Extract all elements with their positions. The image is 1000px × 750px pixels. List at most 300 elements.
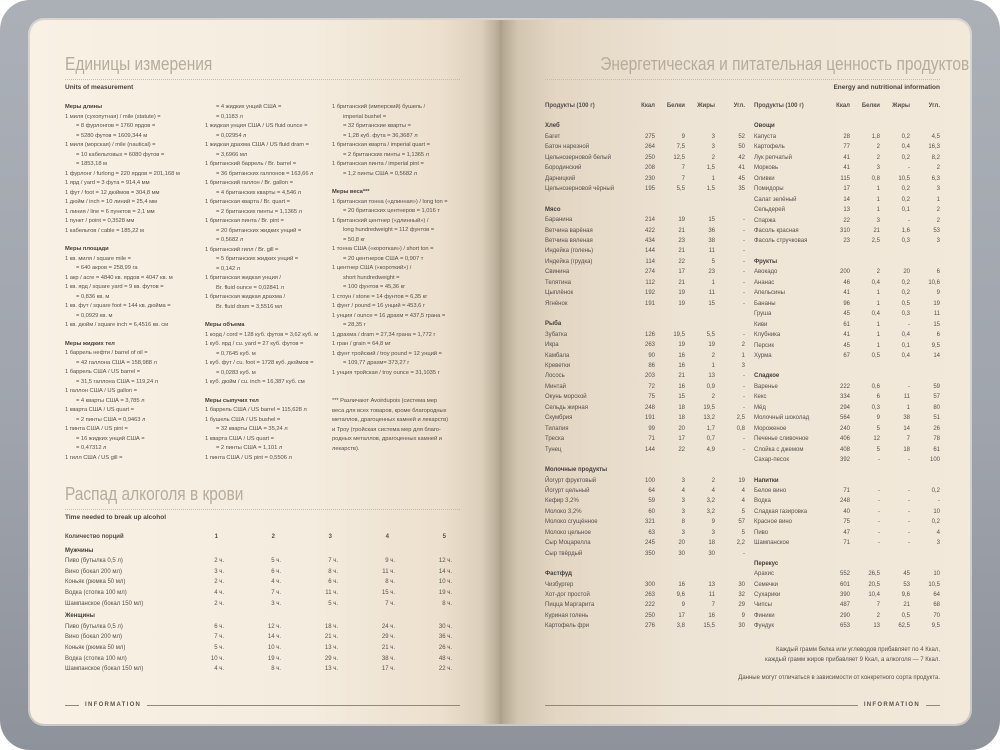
alcohol-value: 19 ч. <box>267 655 281 662</box>
alcohol-row <box>65 577 452 588</box>
food-value: 38 <box>903 415 910 422</box>
food-value: 4 <box>741 498 745 505</box>
food-value: 90 <box>648 352 655 359</box>
unit-line: = 0,836 кв. м <box>76 293 110 300</box>
alcohol-header-row <box>65 532 452 543</box>
food-value: 422 <box>644 227 655 234</box>
food-value: 8,2 <box>931 154 940 161</box>
food-value: - <box>743 446 745 453</box>
alcohol-value: 6 ч. <box>328 579 338 586</box>
unit-line: 1 куб. ярд / cu. yard = 27 куб. футов = <box>205 341 304 347</box>
unit-line: 1 пинта США / US pint = <box>65 426 128 432</box>
food-value: 434 <box>644 237 655 244</box>
food-value: 203 <box>644 373 655 380</box>
unit-line: 1 фунт / pound = 16 унций = 453,6 г <box>332 303 425 309</box>
food-name: Финики <box>754 612 775 619</box>
alcohol-header-cell: 4 <box>385 534 389 540</box>
unit-line: = 3,6966 мл <box>216 151 248 158</box>
food-row <box>754 403 940 413</box>
food-value: 29 <box>738 602 745 609</box>
food-row <box>545 549 745 559</box>
food-value: 2 <box>936 165 940 172</box>
unit-group-title: Меры объема <box>205 322 245 328</box>
food-value: - <box>908 457 910 464</box>
food-name: Бородинский <box>545 165 582 172</box>
food-value: 1 <box>876 290 880 297</box>
food-section-title: Напитки <box>754 477 779 484</box>
alcohol-row <box>65 664 452 675</box>
food-name: Сухарики <box>754 592 781 599</box>
unit-line: 1 фурлонг / furlong = 220 ярдов = 201,168 м <box>65 170 180 177</box>
food-value: 15 <box>678 394 685 401</box>
food-header-cell: Жиры <box>697 103 715 109</box>
food-name: Пицца Маргарита <box>545 602 595 609</box>
food-row <box>754 580 940 590</box>
food-value: 9 <box>711 519 715 526</box>
alcohol-value: 12 ч. <box>438 558 452 565</box>
page-left-footer <box>65 702 460 708</box>
footer-line-right <box>926 705 940 706</box>
food-name: Дарницкий <box>545 175 576 182</box>
food-value: 16 <box>678 362 685 369</box>
food-value: 75 <box>648 394 655 401</box>
unit-line: = 32 британские кварты = <box>343 123 411 129</box>
alcohol-value: 15 ч. <box>381 589 395 596</box>
food-name: Индейка (голень) <box>545 248 594 255</box>
food-value: 17 <box>843 186 850 193</box>
food-value: 19,5 <box>703 404 715 411</box>
food-value: 245 <box>644 540 655 547</box>
food-value: 11 <box>708 290 715 297</box>
alcohol-value: 13 ч. <box>324 666 338 673</box>
food-row <box>545 600 745 610</box>
unit-line: 1 британская кварта / Br. quart = <box>205 199 290 205</box>
page-right-footer <box>545 702 940 708</box>
unit-line: = 20 центнеров США = 0,907 т <box>343 255 424 262</box>
food-row <box>545 361 745 371</box>
food-value: - <box>743 279 745 286</box>
food-value: 3 <box>936 238 940 245</box>
food-value: 5 <box>741 508 745 515</box>
unit-group-title: Меры жидких тел <box>65 340 115 347</box>
food-value: - <box>878 540 880 547</box>
alcohol-value: 21 ч. <box>324 634 338 641</box>
food-value: 46 <box>843 279 850 286</box>
food-name: Ананас <box>754 279 775 286</box>
food-value: 2 <box>876 144 880 151</box>
food-value: 20 <box>678 540 685 547</box>
food-name: Кекс <box>754 394 767 401</box>
food-value: 15 <box>933 321 940 328</box>
food-value: 23 <box>708 269 715 276</box>
food-row <box>545 153 745 163</box>
food-row <box>754 517 940 527</box>
alcohol-value: 5 ч. <box>214 644 224 651</box>
food-value: 408 <box>839 446 850 453</box>
page-left-content <box>30 20 500 724</box>
food-name: Багет <box>545 133 561 140</box>
food-value: 112 <box>645 279 655 286</box>
alcohol-value: 14 ч. <box>267 634 281 641</box>
food-value: 19 <box>678 290 685 297</box>
food-value: 300 <box>644 581 655 588</box>
food-value: 1 <box>876 300 880 307</box>
food-name: Хот-дог простой <box>545 592 590 599</box>
unit-block <box>65 103 205 236</box>
food-value: 62,5 <box>898 623 910 630</box>
food-value: 7 <box>681 175 685 182</box>
unit-line: = 0,1183 л <box>216 113 243 120</box>
alcohol-row <box>65 556 452 567</box>
food-value: 59 <box>933 383 940 390</box>
food-name: Тилапия <box>545 425 569 432</box>
food-name: Окунь морской <box>545 394 587 401</box>
food-row <box>545 392 745 402</box>
food-value: 248 <box>839 498 850 505</box>
unit-line: = 0,47312 л <box>76 445 107 451</box>
food-row <box>545 288 745 298</box>
unit-block <box>65 245 205 331</box>
food-value: 2 <box>876 269 880 276</box>
page-left <box>30 20 500 724</box>
units-subtitle: Units of measurement <box>65 84 134 91</box>
unit-line: = 50,8 кг <box>343 236 366 243</box>
alcohol-value: 10 ч. <box>438 579 452 586</box>
unit-line: 1 гран / grain = 64,8 мг <box>332 341 391 347</box>
food-value: 0,2 <box>901 279 910 286</box>
food-value: 40 <box>843 508 850 515</box>
alcohol-value: 9 ч. <box>385 558 395 565</box>
food-value: 68 <box>933 602 940 609</box>
food-value: 86 <box>648 362 655 369</box>
food-value: 222 <box>839 383 850 390</box>
food-value: 10,5 <box>898 175 910 182</box>
food-value: 0,6 <box>871 383 880 390</box>
food-row <box>754 174 940 184</box>
alcohol-value: 4 ч. <box>214 589 224 596</box>
alcohol-value: 7 ч. <box>214 634 224 641</box>
food-row <box>545 351 745 361</box>
food-value: 0,5 <box>871 352 880 359</box>
food-row <box>754 330 940 340</box>
variance-note: Данные могут отличаться в зависимости от конкретного сорта продукта. <box>738 674 940 681</box>
food-value: 22 <box>843 217 850 224</box>
food-value: 12,5 <box>673 154 685 161</box>
food-value: 3 <box>681 498 685 505</box>
alcohol-value: 8 ч. <box>385 579 395 586</box>
food-value: 0,3 <box>871 404 880 411</box>
unit-line: 1 британская жидкая унция / <box>205 275 281 281</box>
food-value: 0,2 <box>901 290 910 297</box>
food-value: 321 <box>644 519 655 526</box>
food-value: 4 <box>741 487 745 494</box>
food-value: 2 <box>711 477 715 484</box>
alcohol-group-title: Женщины <box>65 613 95 620</box>
food-value: 16 <box>678 383 685 390</box>
food-value: - <box>878 529 880 536</box>
unit-line: веса для всех товаров, кроме благородных <box>332 407 447 414</box>
page-right-content <box>500 20 970 724</box>
food-value: 248 <box>644 404 655 411</box>
unit-line: = 8 фурлонгов = 1760 ярдов = <box>76 123 156 129</box>
food-value: 77 <box>843 144 850 151</box>
alcohol-value: 7 ч. <box>271 589 281 596</box>
food-name: Семечки <box>754 581 779 588</box>
alcohol-drink-label: Водка (стопка 100 мл) <box>65 589 127 596</box>
food-value: - <box>878 498 880 505</box>
food-value: 4,5 <box>931 133 940 140</box>
food-value: 26,5 <box>868 571 880 578</box>
food-value: 1 <box>876 321 880 328</box>
food-row <box>545 246 745 256</box>
alcohol-value: 4 ч. <box>214 666 224 673</box>
food-value: 14 <box>903 425 910 432</box>
food-value: 487 <box>839 602 850 609</box>
food-value: 5 <box>741 529 745 536</box>
food-section-title: Фрукты <box>754 258 778 265</box>
unit-line: 1 линия / line = 6 пунктов = 2,1 мм <box>65 208 155 215</box>
unit-line: = 31,5 галлона США = 119,24 л <box>76 378 159 385</box>
food-name: Йогурт фруктовый <box>545 477 597 484</box>
food-value: 60 <box>648 508 655 515</box>
food-value: 45 <box>738 175 745 182</box>
food-value: 22 <box>678 258 685 265</box>
food-value: 30 <box>678 550 685 557</box>
alcohol-value: 3 ч. <box>214 568 224 575</box>
food-value: 276 <box>644 623 655 630</box>
alcohol-value: 7 ч. <box>328 558 338 565</box>
unit-line: 1 корд / cord = 128 куб. футов = 3,62 куб. м <box>205 331 319 338</box>
food-value: - <box>908 217 910 224</box>
food-value: - <box>743 394 745 401</box>
food-name: Слойка с джемом <box>754 446 804 453</box>
alcohol-group-title: Мужчины <box>65 547 94 554</box>
unit-line: Br. fluid ounce = 0,02841 л <box>216 284 284 291</box>
food-value: 3 <box>681 477 685 484</box>
food-value: 57 <box>933 394 940 401</box>
food-value: 0,2 <box>931 519 940 526</box>
unit-line: = 28,35 г <box>343 322 366 328</box>
food-value: 100 <box>644 477 655 484</box>
food-value: 17 <box>678 269 685 276</box>
food-row <box>754 528 940 538</box>
alcohol-value: 10 ч. <box>267 644 281 651</box>
food-name: Спаржа <box>754 217 776 224</box>
food-value: 6 <box>936 269 940 276</box>
food-row <box>545 424 745 434</box>
food-value: 0,3 <box>901 311 910 318</box>
unit-line: *** Различают Avoirdupois (система мер <box>332 398 438 404</box>
alcohol-drink-label: Вино (бокал 200 мл) <box>65 568 123 575</box>
food-value: 144 <box>644 248 655 255</box>
food-name: Икра <box>545 342 559 349</box>
food-row <box>545 299 745 309</box>
unit-line: 1 баррель США / US barrel = <box>65 369 141 375</box>
food-value: 19 <box>678 342 685 349</box>
food-value: 7 <box>876 602 880 609</box>
alcohol-value: 38 ч. <box>381 655 395 662</box>
food-value: 1 <box>711 279 715 286</box>
food-row <box>754 569 940 579</box>
food-name: Минтай <box>545 383 567 390</box>
food-section-title: Хлеб <box>545 123 560 130</box>
alcohol-value: 5 ч. <box>328 600 338 607</box>
food-row <box>754 299 940 309</box>
food-value: 70 <box>933 612 940 619</box>
food-name: Молоко сгущённое <box>545 519 598 526</box>
food-value: 0,8 <box>871 175 880 182</box>
food-name: Арахис <box>754 571 775 578</box>
food-value: 2,5 <box>871 238 880 245</box>
food-name: Морковь <box>754 165 779 172</box>
food-value: 45 <box>903 571 910 578</box>
food-name: Белое вино <box>754 487 787 494</box>
food-value: 100 <box>929 457 940 464</box>
units-columns <box>65 103 460 472</box>
unit-line: 1 британская кварта / imperial quart = <box>332 142 430 148</box>
food-value: 16,3 <box>928 144 940 151</box>
food-value: 115 <box>840 175 850 182</box>
unit-line: = 4 жидких унций США = <box>216 104 282 110</box>
food-row <box>545 496 745 506</box>
unit-line: = 100 фунтов = 45,36 кг <box>343 284 406 290</box>
food-value: 653 <box>839 623 850 630</box>
food-header-cell: Угл. <box>733 103 745 109</box>
food-row <box>754 486 940 496</box>
alcohol-value: 29 ч. <box>324 655 338 662</box>
food-header-cell: Ккал <box>836 103 850 109</box>
food-value: 2 <box>711 394 715 401</box>
food-name: Кефир 3,2% <box>545 498 579 505</box>
food-value: 16 <box>678 581 685 588</box>
unit-line: = 20 британских центнеров = 1,016 т <box>343 208 440 214</box>
alcohol-value: 12 ч. <box>267 623 281 630</box>
food-name: Фасоль красная <box>754 227 799 234</box>
food-value: 36 <box>708 227 715 234</box>
unit-line: 1 гилл США / US gill = <box>65 454 123 461</box>
units-column-1 <box>65 103 205 472</box>
unit-line: long hundredweight = 112 фунтов = <box>343 227 435 233</box>
food-value: 290 <box>839 612 850 619</box>
food-value: 3 <box>711 133 715 140</box>
alcohol-drink-label: Вино (бокал 200 мл) <box>65 634 123 641</box>
food-name: Мороженое <box>754 425 787 432</box>
unit-line: 1 кабельтов / cable = 185,22 м <box>65 227 144 234</box>
unit-line: = 10 кабельтовых = 6080 футов = <box>76 151 165 158</box>
unit-group-title: Меры веса*** <box>332 189 370 195</box>
food-value: 2 <box>711 154 715 161</box>
food-name: Помидоры <box>754 186 784 193</box>
food-value: 0,4 <box>901 352 910 359</box>
food-value: 10 <box>933 571 940 578</box>
food-value: 9,5 <box>931 623 940 630</box>
food-value: 19 <box>678 300 685 307</box>
unit-line: = 2 пинты США = 0,9463 л <box>76 416 146 423</box>
food-value: 17 <box>678 436 685 443</box>
food-row <box>545 267 745 277</box>
nutrition-column-1 <box>545 101 745 632</box>
food-value: - <box>743 248 745 255</box>
food-name: Треска <box>545 436 565 443</box>
food-name: Красное вино <box>754 519 793 526</box>
food-row <box>545 174 745 184</box>
unit-line: = 1853,18 м <box>76 161 107 167</box>
food-value: 11 <box>708 592 715 599</box>
food-name: Сыр Моцарелла <box>545 540 591 547</box>
food-value: 75 <box>843 519 850 526</box>
food-value: 250 <box>644 612 655 619</box>
alcohol-drink-label: Коньяк (рюмка 50 мл) <box>65 579 126 586</box>
unit-line: 1 центнер США («короткий») / <box>332 265 412 271</box>
food-row <box>754 538 940 548</box>
food-name: Печенье сливочное <box>754 436 809 443</box>
food-value: 5 <box>876 446 880 453</box>
food-row <box>545 257 745 267</box>
food-row <box>545 517 745 527</box>
food-value: 144 <box>644 446 655 453</box>
food-value: 13 <box>708 373 715 380</box>
alcohol-row <box>65 588 452 599</box>
food-value: 10,5 <box>928 581 940 588</box>
food-value: 1 <box>876 186 880 193</box>
unit-line: 1 британский галлон / Br. gallon = <box>205 180 293 186</box>
food-value: - <box>743 436 745 443</box>
food-name: Мёд <box>754 404 766 411</box>
unit-line: 1 драхма / dram = 27,34 грана = 1,772 г <box>332 331 436 338</box>
food-header-product: Продукты (100 г) <box>754 103 804 109</box>
food-value: 0,5 <box>901 300 910 307</box>
alcohol-drink-label: Пиво (бутылка 0,5 л) <box>65 623 123 630</box>
alcohol-value: 17 ч. <box>381 666 395 673</box>
food-value: - <box>908 487 910 494</box>
food-value: 2 <box>936 207 940 214</box>
planner-spread <box>30 20 970 724</box>
alcohol-value: 2 ч. <box>214 579 224 586</box>
food-value: 20,5 <box>868 581 880 588</box>
food-value: 53 <box>903 581 910 588</box>
food-row <box>545 621 745 631</box>
unit-line: 1 стоун / stone = 14 фунтов = 6,35 кг <box>332 293 428 300</box>
food-value: 1 <box>906 404 910 411</box>
unit-line: 1 унция тройская / troy ounce = 31,1035 г <box>332 369 440 376</box>
unit-line: 1 кварта США / US quart = <box>205 435 274 442</box>
food-value: 19 <box>708 342 715 349</box>
food-value: 15 <box>708 300 715 307</box>
food-value: - <box>743 269 745 276</box>
food-row <box>754 590 940 600</box>
food-name: Чизбургер <box>545 581 574 588</box>
food-section-title: Фастфуд <box>545 571 572 578</box>
food-row <box>754 320 940 330</box>
units-title: Единицы измерения <box>65 54 213 74</box>
food-value: 13 <box>843 207 850 214</box>
alcohol-value: 6 ч. <box>214 623 224 630</box>
food-value: 1 <box>876 207 880 214</box>
food-row <box>545 434 745 444</box>
unit-line: = 2 британских пинты = 1,1365 л <box>216 208 302 215</box>
unit-line: = 1,2 пинты США = 0,5682 л <box>343 170 418 177</box>
food-name: Свинина <box>545 269 570 276</box>
food-value: 214 <box>644 217 655 224</box>
alcohol-value: 2 ч. <box>214 558 224 565</box>
food-value: 14 <box>933 352 940 359</box>
food-value: 310 <box>839 227 850 234</box>
food-row <box>754 278 940 288</box>
unit-line: 1 британская пинта / imperial pint = <box>332 161 424 167</box>
unit-line: 1 британский (имперский) бушель / <box>332 104 426 110</box>
nutrition-subtitle: Energy and nutritional information <box>833 84 940 91</box>
footer-label-right: INFORMATION <box>863 702 920 708</box>
